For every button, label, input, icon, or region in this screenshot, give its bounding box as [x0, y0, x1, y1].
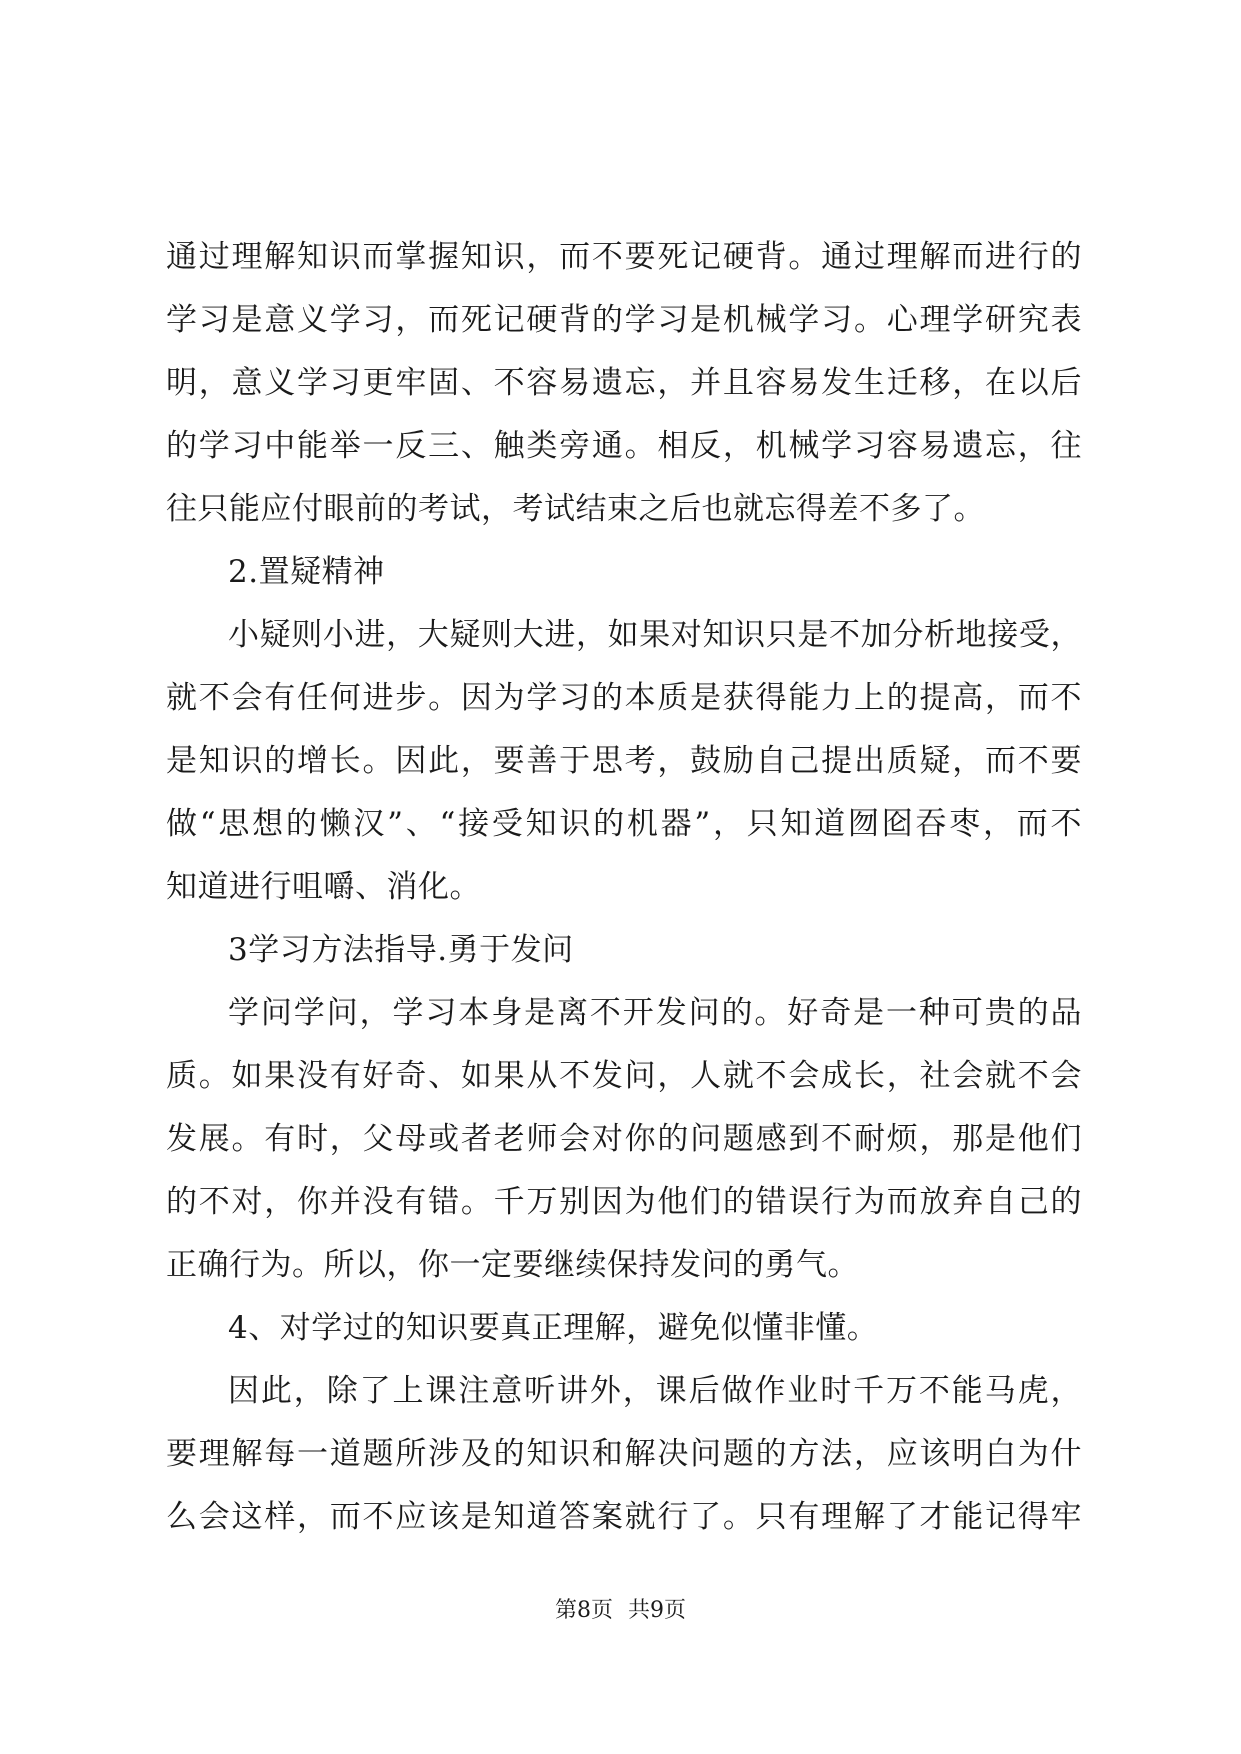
text-line: 学问学问，学习本身是离不开发问的。好奇是一种可贵的品: [228, 995, 1082, 1031]
text-line: 做“思想的懒汉”、“接受知识的机器”，只知道囫囵吞枣，而不: [166, 806, 1082, 842]
text-line: 学习是意义学习，而死记硬背的学习是机械学习。心理学研究表: [166, 302, 1082, 338]
text-line: 通过理解知识而掌握知识，而不要死记硬背。通过理解而进行的: [166, 239, 1082, 275]
text-line: 就不会有任何进步。因为学习的本质是获得能力上的提高，而不: [166, 680, 1082, 716]
text-line: 因此，除了上课注意听讲外，课后做作业时千万不能马虎，: [228, 1373, 1082, 1409]
text-line: 发展。有时，父母或者老师会对你的问题感到不耐烦，那是他们: [166, 1121, 1082, 1157]
text-line: 2.置疑精神: [228, 554, 385, 590]
text-line: 3学习方法指导.勇于发问: [228, 932, 574, 968]
page-footer: [0, 1596, 1241, 1626]
text-line: 知道进行咀嚼、消化。: [166, 869, 481, 905]
text-line: 要理解每一道题所涉及的知识和解决问题的方法，应该明白为什: [166, 1436, 1082, 1472]
text-line: 的学习中能举一反三、触类旁通。相反，机械学习容易遗忘，往: [166, 428, 1082, 464]
text-line: 正确行为。所以，你一定要继续保持发问的勇气。: [166, 1247, 859, 1283]
page-number: 第8页: [555, 1598, 613, 1623]
text-line: 的不对，你并没有错。千万别因为他们的错误行为而放弃自己的: [166, 1184, 1082, 1220]
text-line: 往只能应付眼前的考试，考试结束之后也就忘得差不多了。: [166, 491, 985, 527]
body-text: [166, 226, 1082, 1549]
page-total: 共9页: [628, 1598, 686, 1623]
text-line: 质。如果没有好奇、如果从不发问，人就不会成长，社会就不会: [166, 1058, 1082, 1094]
text-line: 4、对学过的知识要真正理解，避免似懂非懂。: [228, 1310, 879, 1346]
text-line: 是知识的增长。因此，要善于思考，鼓励自己提出质疑，而不要: [166, 743, 1082, 779]
text-line: 小疑则小进，大疑则大进，如果对知识只是不加分析地接受，: [228, 617, 1082, 653]
text-line: 么会这样，而不应该是知道答案就行了。只有理解了才能记得牢: [166, 1499, 1082, 1535]
text-line: 明，意义学习更牢固、不容易遗忘，并且容易发生迁移，在以后: [166, 365, 1082, 401]
